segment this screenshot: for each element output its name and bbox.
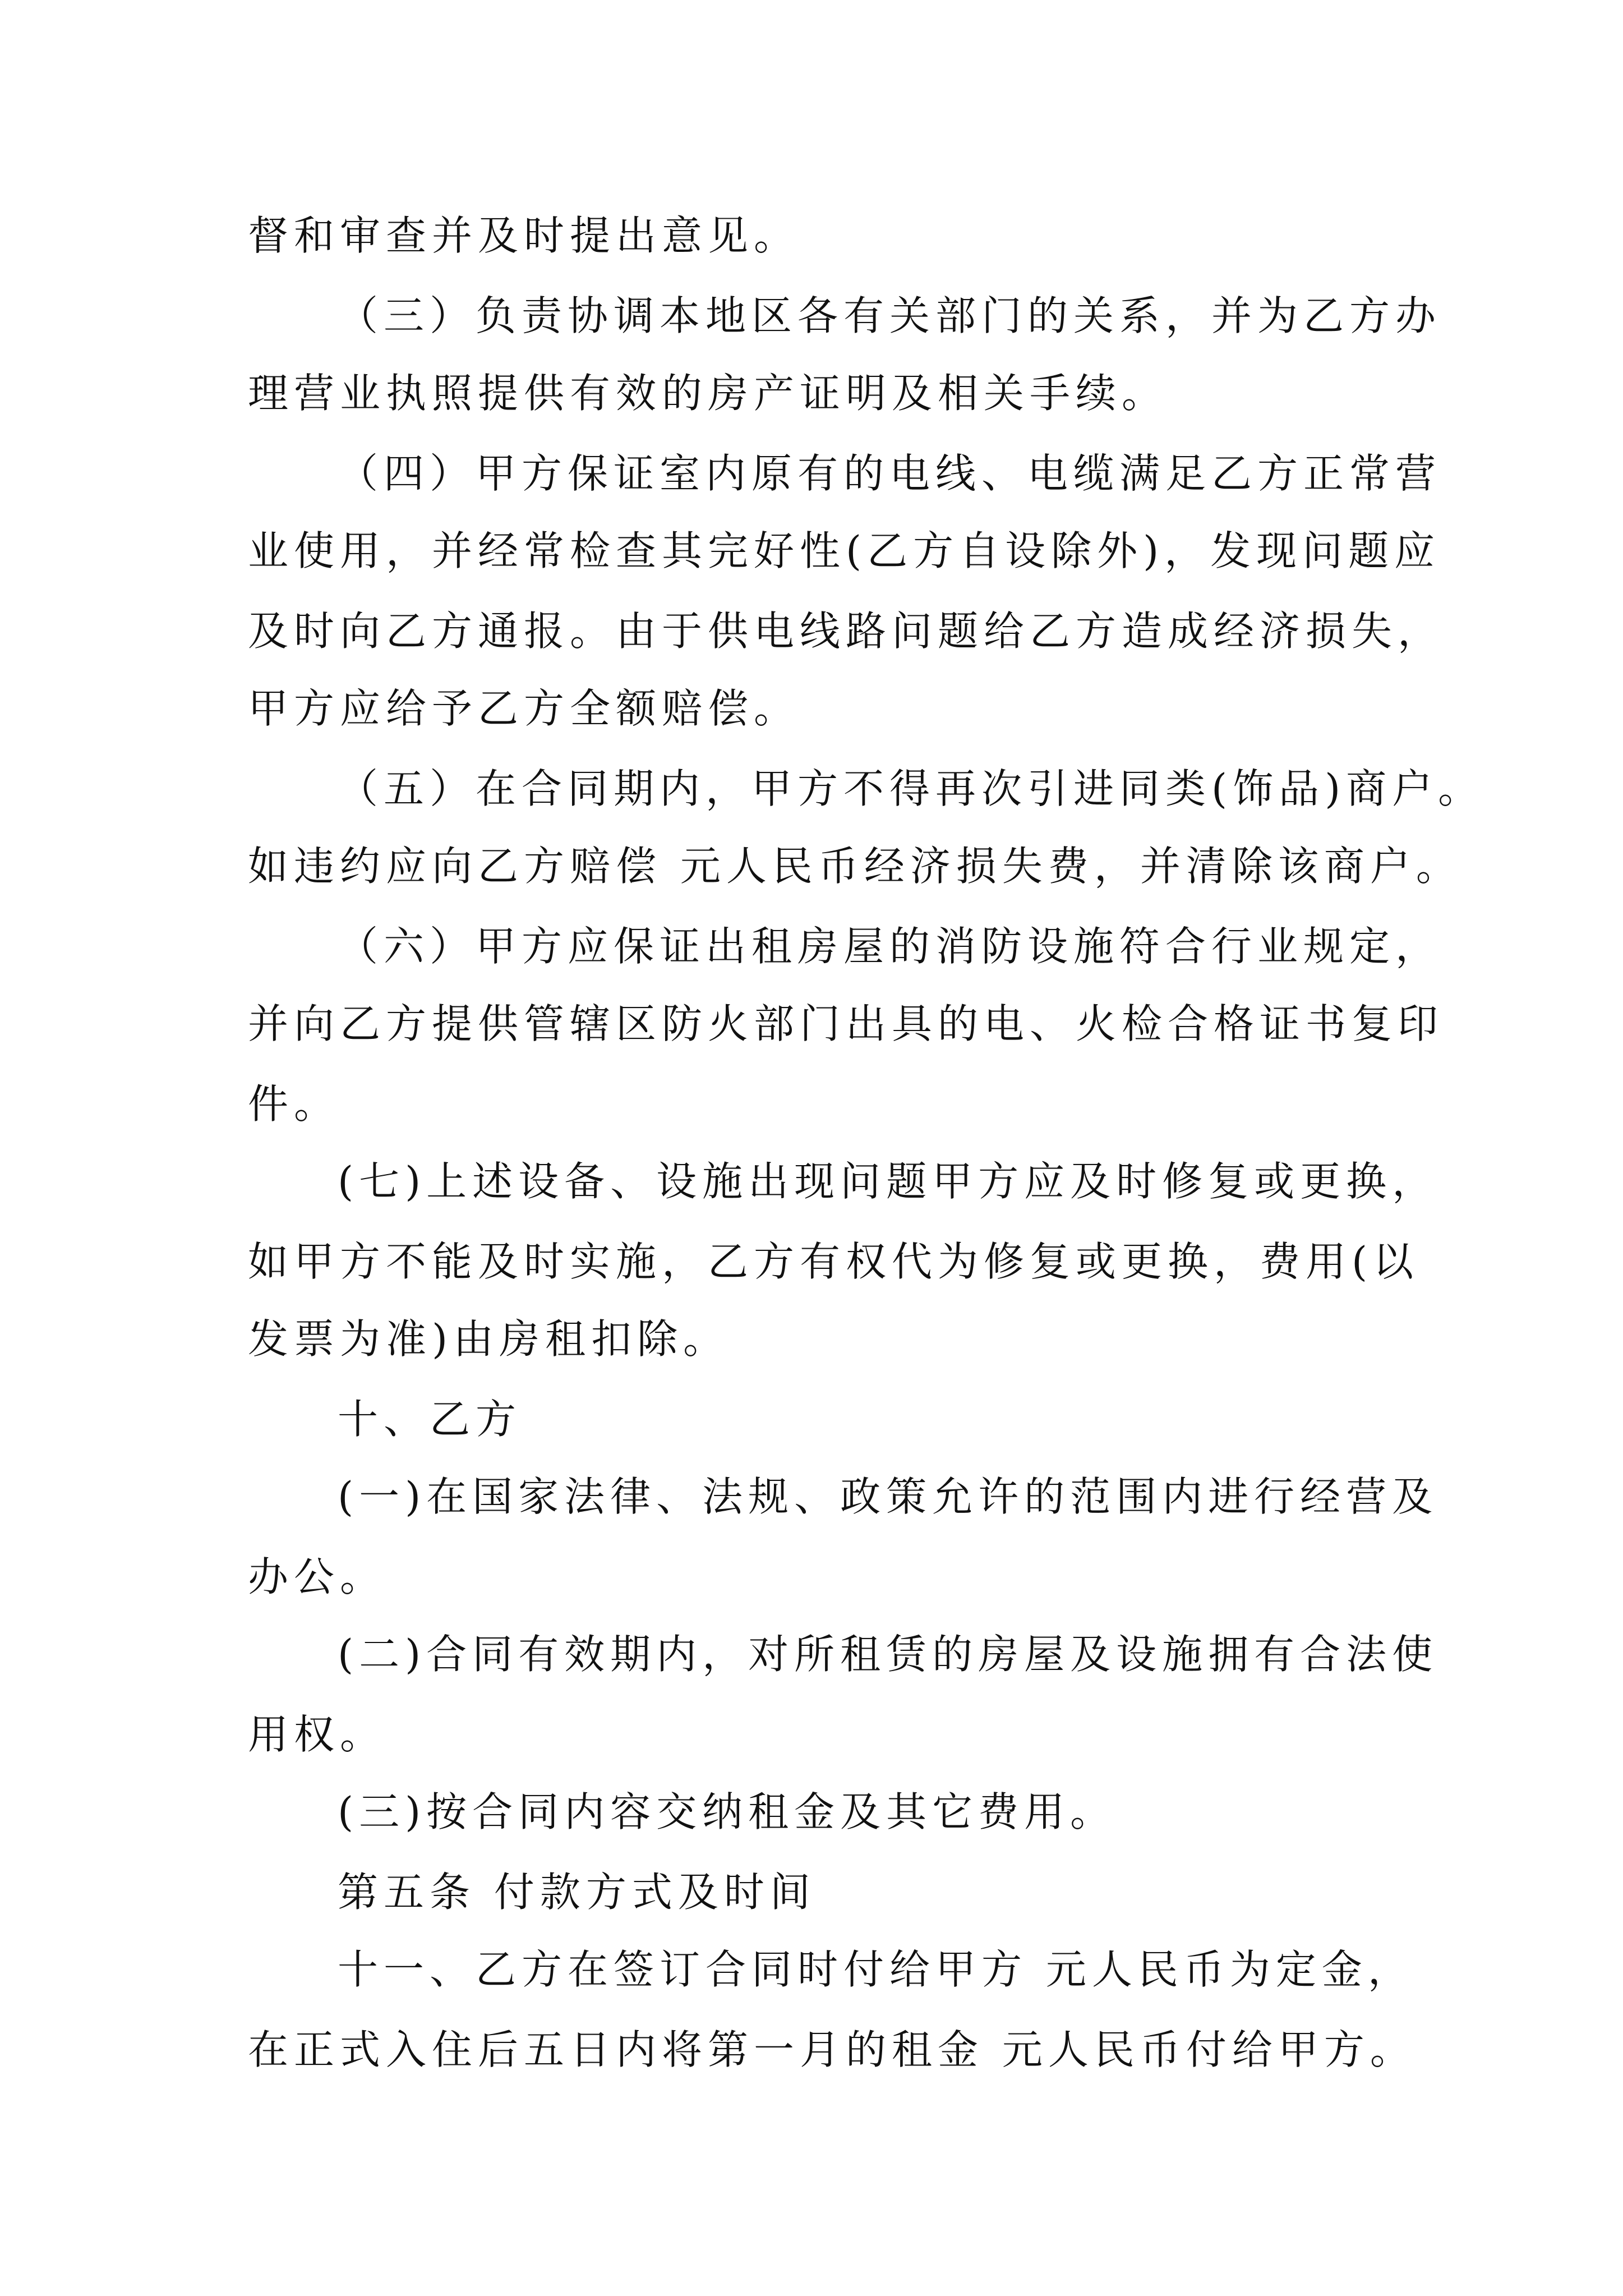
paragraph-line: （六）甲方应保证出租房屋的消防设施符合行业规定， <box>338 923 1442 970</box>
paragraph-line: （四）甲方保证室内原有的电线、电缆满足乙方正常营 <box>338 450 1442 497</box>
paragraph-line: 发票为准)由房租扣除。 <box>248 1315 730 1363</box>
paragraph-line: 用权。 <box>248 1711 386 1758</box>
paragraph-line: (三)按合同内容交纳租金及其它费用。 <box>338 1788 1117 1835</box>
paragraph-line: （三）负责协调本地区各有关部门的关系，并为乙方办 <box>338 292 1442 339</box>
paragraph-line: (一)在国家法律、法规、政策允许的范围内进行经营及 <box>338 1473 1438 1520</box>
paragraph-line: 业使用，并经常检查其完好性(乙方自设除外)，发现问题应 <box>248 527 1441 574</box>
paragraph-line: 督和审查并及时提出意见。 <box>248 212 800 259</box>
paragraph-line: （五）在合同期内，甲方不得再次引进同类(饰品)商户。 <box>338 765 1484 812</box>
paragraph-line: 如甲方不能及时实施，乙方有权代为修复或更换，费用(以 <box>248 1238 1419 1285</box>
section-heading: 十、乙方 <box>338 1396 522 1443</box>
paragraph-line: 办公。 <box>248 1553 386 1600</box>
paragraph-line: (二)合同有效期内，对所租赁的房屋及设施拥有合法使 <box>338 1631 1438 1678</box>
paragraph-line: 及时向乙方通报。由于供电线路问题给乙方造成经济损失， <box>248 608 1444 655</box>
paragraph-line: 甲方应给予乙方全额赔偿。 <box>248 685 800 732</box>
paragraph-line: 理营业执照提供有效的房产证明及相关手续。 <box>248 370 1168 417</box>
paragraph-line: 在正式入住后五日内将第一月的租金 元人民币付给甲方。 <box>248 2026 1416 2073</box>
paragraph-line: 并向乙方提供管辖区防火部门出具的电、火检合格证书复印 <box>248 1000 1444 1047</box>
paragraph-line: (七)上述设备、设施出现问题甲方应及时修复或更换， <box>338 1158 1438 1205</box>
paragraph-line: 十一、乙方在签订合同时付给甲方 元人民币为定金， <box>338 1946 1414 1993</box>
paragraph-line: 如违约应向乙方赔偿 元人民币经济损失费，并清除该商户。 <box>248 843 1462 890</box>
paragraph-line: 件。 <box>248 1080 340 1128</box>
article-heading: 第五条 付款方式及时间 <box>338 1869 816 1916</box>
